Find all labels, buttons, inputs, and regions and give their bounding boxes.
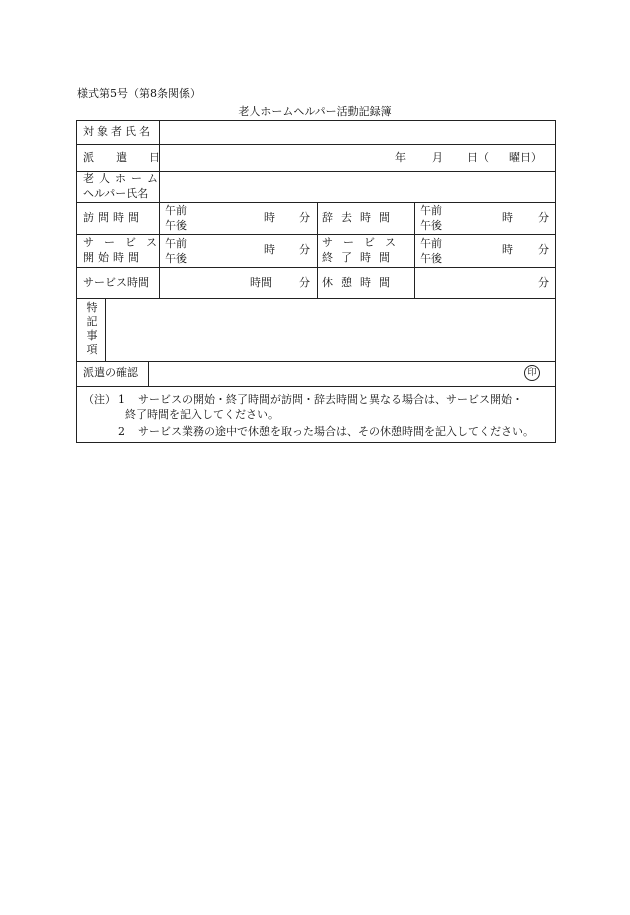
- service-end-hour-unit: 時: [502, 243, 513, 256]
- break-minute-unit: 分: [538, 276, 549, 289]
- helper-name-label-line2: ヘルパー氏名: [83, 187, 149, 200]
- service-start-pm: 午後: [165, 252, 187, 265]
- date-year: 年: [395, 151, 406, 164]
- helper-name-field[interactable]: [161, 172, 553, 201]
- service-end-am: 午前: [420, 237, 442, 250]
- leave-time-label: 辞去時間: [322, 211, 398, 224]
- service-end-minute-unit: 分: [538, 243, 549, 256]
- row-divider: [77, 202, 555, 203]
- note-1-line1: サービスの開始・終了時間が訪問・辞去時間と異なる場合は、サービス開始・: [138, 393, 523, 406]
- row-divider: [77, 234, 555, 235]
- record-table: [76, 120, 556, 443]
- service-start-hour-unit: 時: [264, 243, 275, 256]
- seal-mark: 印: [524, 365, 540, 381]
- remarks-label: 特記事項: [86, 301, 98, 356]
- note-1-number: 1: [118, 393, 125, 406]
- dispatch-date-label-text: 派遣日: [83, 151, 182, 164]
- service-start-label-line2: 開始時間: [83, 251, 143, 264]
- column-divider: [414, 202, 415, 298]
- form-number: 様式第5号（第8条関係）: [77, 87, 201, 100]
- note-2-number: 2: [118, 425, 125, 438]
- column-divider: [317, 202, 318, 298]
- service-start-am: 午前: [165, 237, 187, 250]
- remarks-field[interactable]: [107, 299, 553, 360]
- column-divider: [159, 121, 160, 298]
- service-end-pm: 午後: [420, 252, 442, 265]
- subject-name-label: 対象者氏名: [83, 125, 153, 138]
- visit-pm: 午後: [165, 219, 187, 232]
- note-1-line2: 終了時間を記入してください。: [125, 408, 279, 421]
- helper-name-label-line1: 老人ホーム: [83, 172, 163, 185]
- note-prefix: （注）: [83, 393, 116, 406]
- column-divider: [105, 298, 106, 361]
- break-time-label: 休憩時間: [322, 276, 398, 289]
- row-divider: [77, 267, 555, 268]
- dispatch-date-label: [83, 151, 182, 165]
- form-title: 老人ホームヘルパー活動記録簿: [238, 105, 392, 118]
- service-hours-label: サービス時間: [83, 276, 149, 289]
- leave-minute-unit: 分: [538, 211, 549, 224]
- note-2-line1: サービス業務の途中で休憩を取った場合は、その休憩時間を記入してください。: [138, 425, 534, 438]
- date-month: 月: [432, 151, 443, 164]
- visit-minute-unit: 分: [299, 211, 310, 224]
- confirmation-label: 派遣の確認: [83, 366, 138, 379]
- service-end-label-line2: 終了時間: [322, 251, 398, 264]
- leave-hour-unit: 時: [502, 211, 513, 224]
- service-start-minute-unit: 分: [299, 243, 310, 256]
- row-divider: [77, 386, 555, 387]
- service-minutes-unit: 分: [299, 276, 310, 289]
- service-hours-unit: 時間: [250, 276, 272, 289]
- service-start-label-line1: サービス: [83, 236, 167, 249]
- date-weekday: 曜日）: [509, 151, 542, 164]
- subject-name-field[interactable]: [161, 122, 553, 143]
- column-divider: [148, 361, 149, 386]
- visit-am: 午前: [165, 204, 187, 217]
- leave-pm: 午後: [420, 219, 442, 232]
- leave-am: 午前: [420, 204, 442, 217]
- visit-hour-unit: 時: [264, 211, 275, 224]
- dispatch-date-field[interactable]: [161, 145, 553, 170]
- visit-time-label: 訪問時間: [83, 211, 143, 224]
- date-day: 日（: [467, 151, 489, 164]
- service-end-label-line1: サービス: [322, 236, 406, 249]
